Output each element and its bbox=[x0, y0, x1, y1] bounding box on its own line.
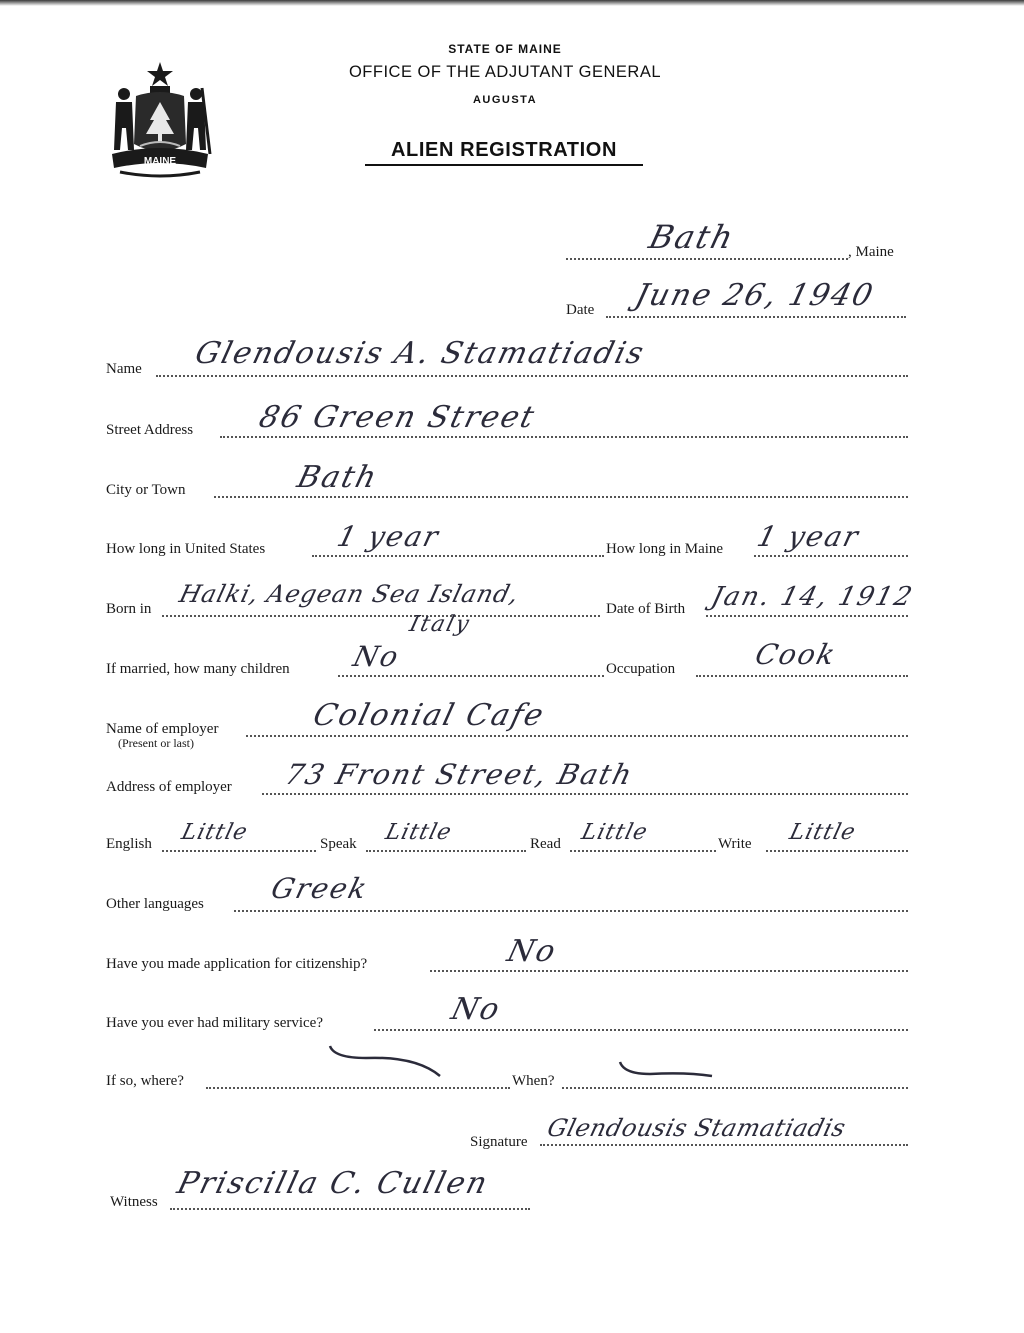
signature-label: Signature bbox=[470, 1134, 528, 1150]
state-of-maine-seal-icon bbox=[106, 58, 214, 182]
employer-name-label bbox=[106, 721, 218, 751]
employer-address-value: 73 Front Street, Bath bbox=[281, 758, 638, 791]
street-address-label: Street Address bbox=[106, 422, 194, 438]
how-long-maine-value: 1 year bbox=[753, 520, 864, 553]
header-city: AUGUSTA bbox=[472, 94, 538, 106]
city-town-label: City or Town bbox=[106, 482, 186, 498]
scan-edge bbox=[0, 0, 1024, 6]
date-label: Date bbox=[566, 302, 595, 318]
date-value: June 26, 1940 bbox=[631, 278, 878, 313]
witness-label: Witness bbox=[110, 1194, 158, 1210]
how-long-maine-label: How long in Maine bbox=[606, 541, 724, 557]
where-line bbox=[206, 1087, 510, 1089]
english-line bbox=[162, 850, 316, 852]
header-office: OFFICE OF THE ADJUTANT GENERAL bbox=[348, 63, 662, 81]
citizenship-value: No bbox=[503, 934, 561, 969]
citizenship-line bbox=[430, 970, 908, 972]
how-long-us-line bbox=[312, 555, 604, 557]
write-value: Little bbox=[786, 820, 859, 845]
maine-label: , Maine bbox=[848, 244, 894, 260]
name-line bbox=[156, 375, 908, 377]
born-in-line bbox=[162, 615, 600, 617]
where-label: If so, where? bbox=[106, 1073, 184, 1089]
military-label: Have you ever had military service? bbox=[106, 1015, 323, 1031]
speak-value: Little bbox=[382, 820, 455, 845]
military-line bbox=[374, 1029, 908, 1031]
occupation-line bbox=[696, 675, 908, 677]
citizenship-label: Have you made application for citizenship? bbox=[106, 956, 368, 972]
born-in-value: Halki, Aegean Sea Island, bbox=[176, 580, 523, 608]
read-line bbox=[570, 850, 716, 852]
signature-value: Glendousis Stamatiadis bbox=[544, 1114, 849, 1142]
date-of-birth-label: Date of Birth bbox=[606, 601, 686, 617]
when-line bbox=[562, 1087, 908, 1089]
read-label: Read bbox=[530, 836, 561, 852]
signature-line bbox=[540, 1144, 908, 1146]
town-value: Bath bbox=[645, 218, 739, 256]
how-long-us-value: 1 year bbox=[333, 520, 444, 553]
employer-name-value: Colonial Cafe bbox=[309, 698, 549, 733]
children-line bbox=[338, 675, 604, 677]
english-value: Little bbox=[178, 820, 251, 845]
english-label: English bbox=[106, 836, 152, 852]
how-long-maine-line bbox=[754, 555, 908, 557]
speak-label: Speak bbox=[320, 836, 357, 852]
street-address-line bbox=[220, 436, 908, 438]
where-dash-stroke bbox=[326, 1040, 446, 1080]
when-dash-stroke bbox=[616, 1058, 716, 1082]
employer-note: (Present or last) bbox=[118, 736, 194, 750]
date-of-birth-line bbox=[706, 615, 908, 617]
form-title: ALIEN REGISTRATION bbox=[365, 139, 643, 166]
other-languages-label: Other languages bbox=[106, 896, 204, 912]
employer-name-line bbox=[246, 735, 908, 737]
speak-line bbox=[366, 850, 526, 852]
city-town-value: Bath bbox=[293, 460, 382, 495]
born-in-note: Italy bbox=[406, 612, 474, 637]
city-town-line bbox=[214, 496, 908, 498]
born-in-label: Born in bbox=[106, 601, 152, 617]
occupation-value: Cook bbox=[751, 638, 841, 671]
witness-value: Priscilla C. Cullen bbox=[173, 1166, 493, 1201]
employer-address-label: Address of employer bbox=[106, 779, 232, 795]
write-label: Write bbox=[718, 836, 752, 852]
name-value: Glendousis A. Stamatiadis bbox=[191, 336, 649, 371]
when-label: When? bbox=[512, 1073, 555, 1089]
name-label: Name bbox=[106, 361, 142, 377]
date-line bbox=[606, 316, 906, 318]
how-long-us-label: How long in United States bbox=[106, 541, 266, 557]
date-of-birth-value: Jan. 14, 1912 bbox=[708, 582, 917, 612]
read-value: Little bbox=[578, 820, 651, 845]
children-label: If married, how many children bbox=[106, 661, 290, 677]
street-address-value: 86 Green Street bbox=[255, 400, 540, 435]
employer-name-text: Name of employer bbox=[106, 721, 219, 737]
children-value: No bbox=[349, 640, 404, 673]
other-languages-line bbox=[234, 910, 908, 912]
write-line bbox=[766, 850, 908, 852]
header-state: STATE OF MAINE bbox=[448, 42, 562, 56]
witness-line bbox=[170, 1208, 530, 1210]
seal-motto: MAINE bbox=[143, 156, 177, 167]
military-value: No bbox=[447, 992, 505, 1027]
other-languages-value: Greek bbox=[267, 872, 372, 905]
occupation-label: Occupation bbox=[606, 661, 676, 677]
employer-address-line bbox=[262, 793, 908, 795]
town-line bbox=[566, 258, 848, 260]
